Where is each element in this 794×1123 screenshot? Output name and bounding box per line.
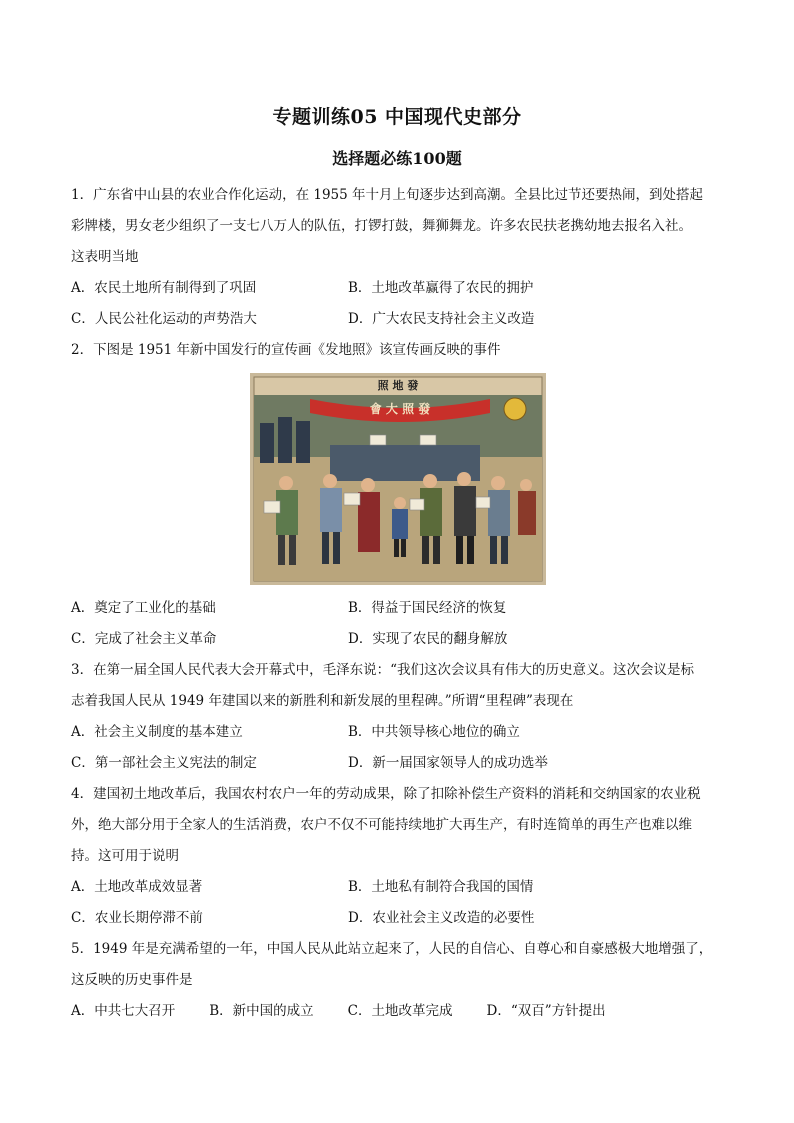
question-3 — [71, 655, 731, 779]
question-1 — [71, 180, 731, 335]
option-c: C．第一部社会主义宪法的制定 — [71, 755, 257, 771]
question-stem-line: 这表明当地 — [71, 249, 139, 265]
option-a: A．奠定了工业化的基础 — [71, 600, 216, 616]
option-b: B．土地改革赢得了农民的拥护 — [348, 280, 534, 296]
question-stem-line: 2．下图是 1951 年新中国发行的宣传画《发地照》该宣传画反映的事件 — [71, 342, 501, 358]
option-d: D．“双百”方针提出 — [486, 1003, 606, 1019]
option-c: C．农业长期停滞不前 — [71, 910, 203, 926]
option-a: A．农民土地所有制得到了巩固 — [71, 280, 257, 296]
question-4 — [71, 779, 731, 934]
question-5 — [71, 934, 731, 1027]
option-d: D．广大农民支持社会主义改造 — [348, 311, 535, 327]
question-stem-line: 志着我国人民从 1949 年建国以来的新胜利和新发展的里程碑。”所谓“里程碑”表现在 — [71, 693, 574, 709]
option-d: D．实现了农民的翻身解放 — [348, 631, 508, 647]
question-stem-line: 持。这可用于说明 — [71, 848, 179, 864]
option-b: B．新中国的成立 — [209, 1003, 314, 1019]
option-b: B．中共领导核心地位的确立 — [348, 724, 520, 740]
page-title: 专题训练05 中国现代史部分 — [272, 106, 522, 128]
option-d: D．新一届国家领导人的成功选举 — [348, 755, 548, 771]
page-subtitle: 选择题必练100题 — [332, 149, 462, 168]
question-stem-line: 3．在第一届全国人民代表大会开幕式中，毛泽东说：“我们这次会议具有伟大的历史意义。这次会议是标 — [71, 662, 694, 678]
poster-banner-text: 會 大 照 發 — [369, 402, 431, 416]
option-b: B．得益于国民经济的恢复 — [348, 600, 507, 616]
poster-top-text: 照 地 發 — [377, 379, 419, 392]
option-d: D．农业社会主义改造的必要性 — [348, 910, 535, 926]
option-a: A．土地改革成效显著 — [71, 879, 203, 895]
question-2 — [71, 335, 731, 655]
option-b: B．土地私有制符合我国的国情 — [348, 879, 534, 895]
question-stem-line: 4．建国初土地改革后，我国农村农户一年的劳动成果，除了扣除补偿生产资料的消耗和交纳国家的农业税 — [71, 786, 701, 802]
option-c: C．人民公社化运动的声势浩大 — [71, 311, 257, 327]
option-a: A．社会主义制度的基本建立 — [71, 724, 243, 740]
question-stem-line: 这反映的历史事件是 — [71, 972, 193, 988]
option-a: A．中共七大召开 — [71, 1003, 176, 1019]
question-stem-line: 1．广东省中山县的农业合作化运动，在 1955 年十月上旬逐步达到高潮。全县比过节还要热闹，到处搭起 — [71, 187, 704, 203]
option-c: C．土地改革完成 — [347, 1003, 453, 1019]
question-list — [71, 180, 731, 1027]
question-stem-line: 彩牌楼，男女老少组织了一支七八万人的队伍，打锣打鼓，舞狮舞龙。许多农民扶老携幼地去报名入社。 — [71, 218, 692, 234]
question-stem-line: 5．1949 年是充满希望的一年，中国人民从此站立起来了，人民的自信心、自尊心和自豪感极大地增强了， — [71, 941, 713, 957]
question-stem-line: 外，绝大部分用于全家人的生活消费，农户不仅不可能持续地扩大再生产，有时连简单的再生产也难以维 — [71, 817, 692, 833]
option-c: C．完成了社会主义革命 — [71, 631, 217, 647]
propaganda-poster-image — [250, 373, 546, 585]
